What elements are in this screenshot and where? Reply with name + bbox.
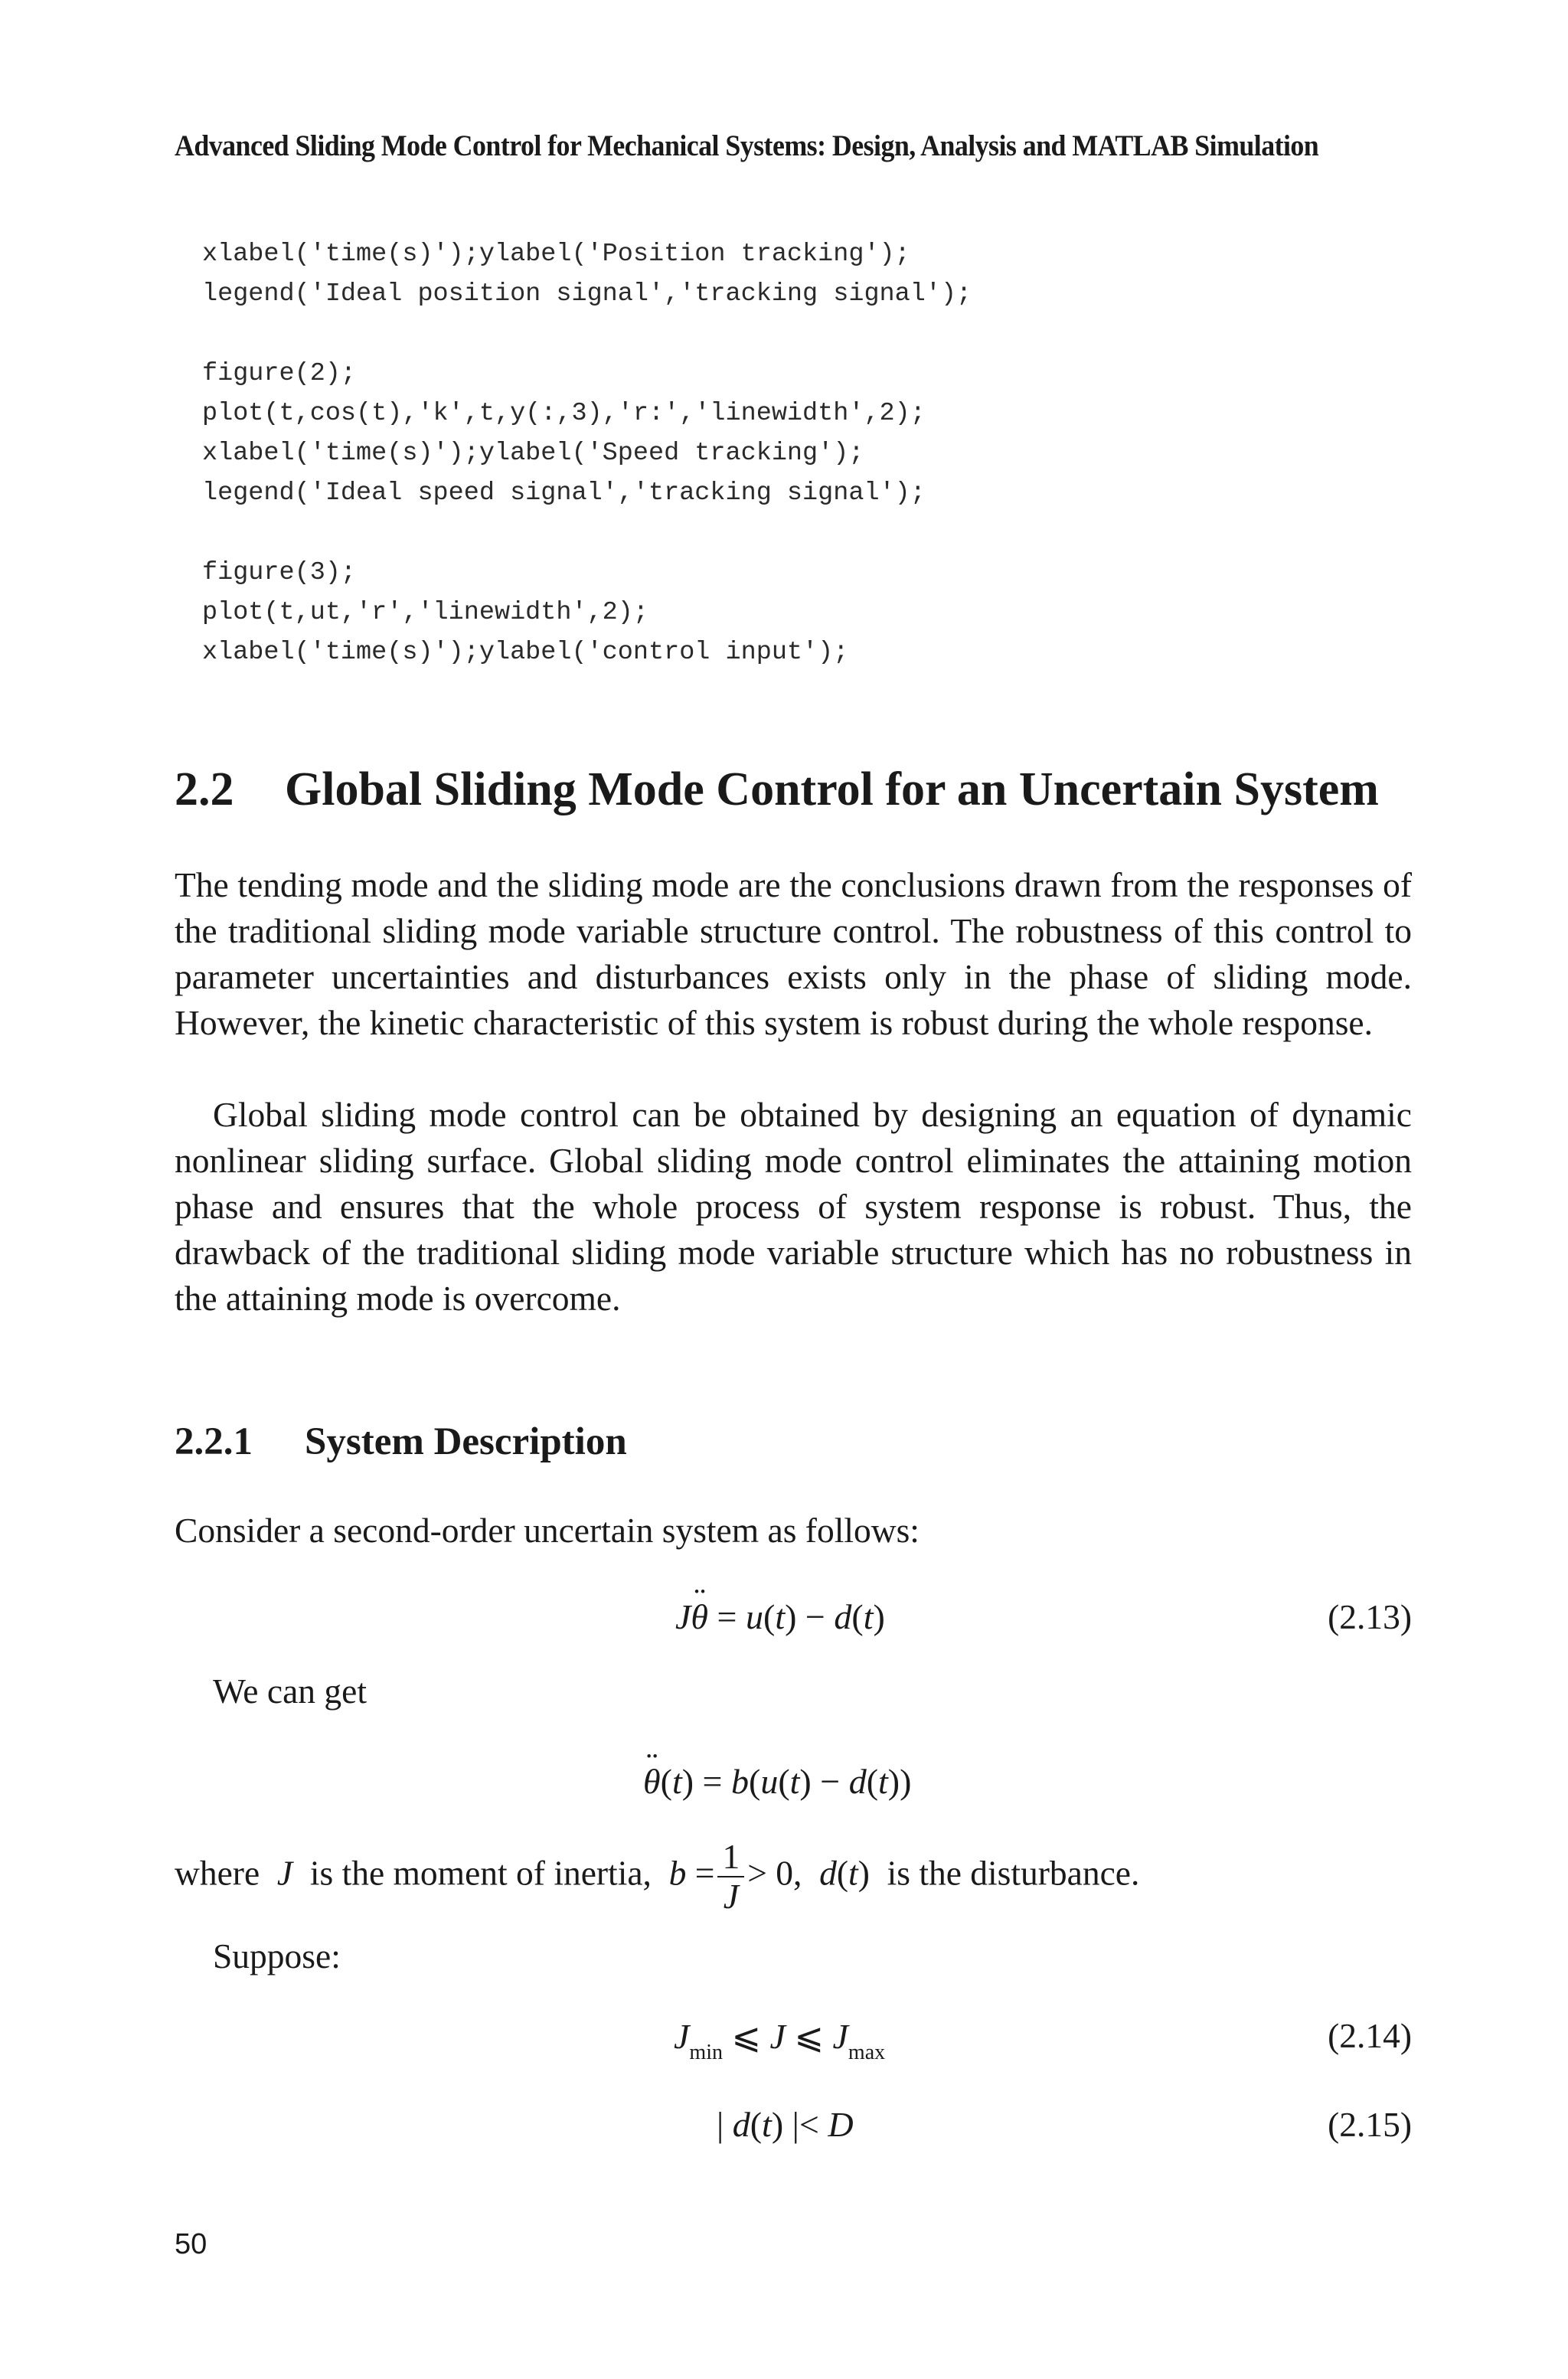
code-line: figure(3); [202, 558, 357, 587]
where-suffix: is the disturbance. [887, 1853, 1140, 1893]
code-line: figure(2); [202, 359, 357, 388]
section-title-text: Global Sliding Mode Control for an Uncertain System [285, 763, 1379, 815]
where-mid: is the moment of inertia, [309, 1853, 652, 1893]
suppose-text: Suppose: [213, 1936, 341, 1975]
paragraph: Global sliding mode control can be obtained by designing an equation of dynamic nonlinear sliding surface. Global sliding mode control eliminates the attaining motion phase and ensures that the whole process of system response is robust. Thus, the drawback of the traditional sliding mode variable structure which has no robustness in the attaining mode is overcome. [175, 1095, 1412, 1318]
code-line-blank [202, 513, 972, 553]
subsection-number: 2.2.1 [175, 1420, 253, 1463]
running-head: Advanced Sliding Mode Control for Mechanical Systems: Design, Analysis and MATLAB Simulation [175, 129, 1319, 162]
paragraph: The tending mode and the sliding mode are the conclusions drawn from the responses of the traditional sliding mode variable structure control. The robustness of this control to parameter uncertainties and disturbances exists only in the phase of sliding mode. However, the kinetic characteristic of this system is robust during the whole response. [175, 865, 1412, 1042]
equation-theta-ddot: ¨ θ(t) = b(u(t) − d(t)) [643, 1761, 911, 1802]
code-line: legend('Ideal speed signal','tracking signal'); [202, 479, 926, 508]
code-line: xlabel('time(s)');ylabel('Speed tracking'); [202, 439, 864, 468]
equation-2-14: $J_{min}$ ⩽ J ⩽ $J_{max}$ [674, 2017, 886, 2064]
we-can-get-text: We can get [213, 1672, 367, 1711]
equation-2-13: J¨ θ = u(t) − d(t) [675, 1596, 885, 1637]
equation-number: (2.13) [1328, 1597, 1412, 1636]
section-number: 2.2 [175, 763, 234, 815]
fraction: $\frac{1}{J}$ [717, 1838, 744, 1916]
equation-number: (2.14) [1328, 2016, 1412, 2055]
page-number: 50 [175, 2228, 207, 2260]
subsection-heading [175, 1420, 627, 1464]
code-line: legend('Ideal position signal','tracking signal'); [202, 279, 972, 309]
code-line: plot(t,cos(t),'k',t,y(:,3),'r:','linewidth',2); [202, 399, 926, 428]
where-prefix: where [175, 1853, 260, 1893]
where-line: where J is the moment of inertia, b = $\frac{1}{J}$ > 0, d(t) is the disturbance. [175, 1837, 1140, 1916]
equation-2-15: | d(t) |< D [717, 2105, 854, 2144]
code-line: xlabel('time(s)');ylabel('control input'); [202, 638, 849, 667]
code-line: xlabel('time(s)');ylabel('Position tracking'); [202, 240, 910, 269]
subsection-title-text: System Description [305, 1420, 627, 1463]
code-line: plot(t,ut,'r','linewidth',2); [202, 598, 648, 627]
code-listing [202, 234, 972, 672]
code-line-blank [202, 314, 972, 354]
equation-number: (2.15) [1328, 2105, 1412, 2144]
consider-sentence: Consider a second-order uncertain system as follows: [175, 1511, 920, 1550]
section-heading [175, 763, 1379, 817]
